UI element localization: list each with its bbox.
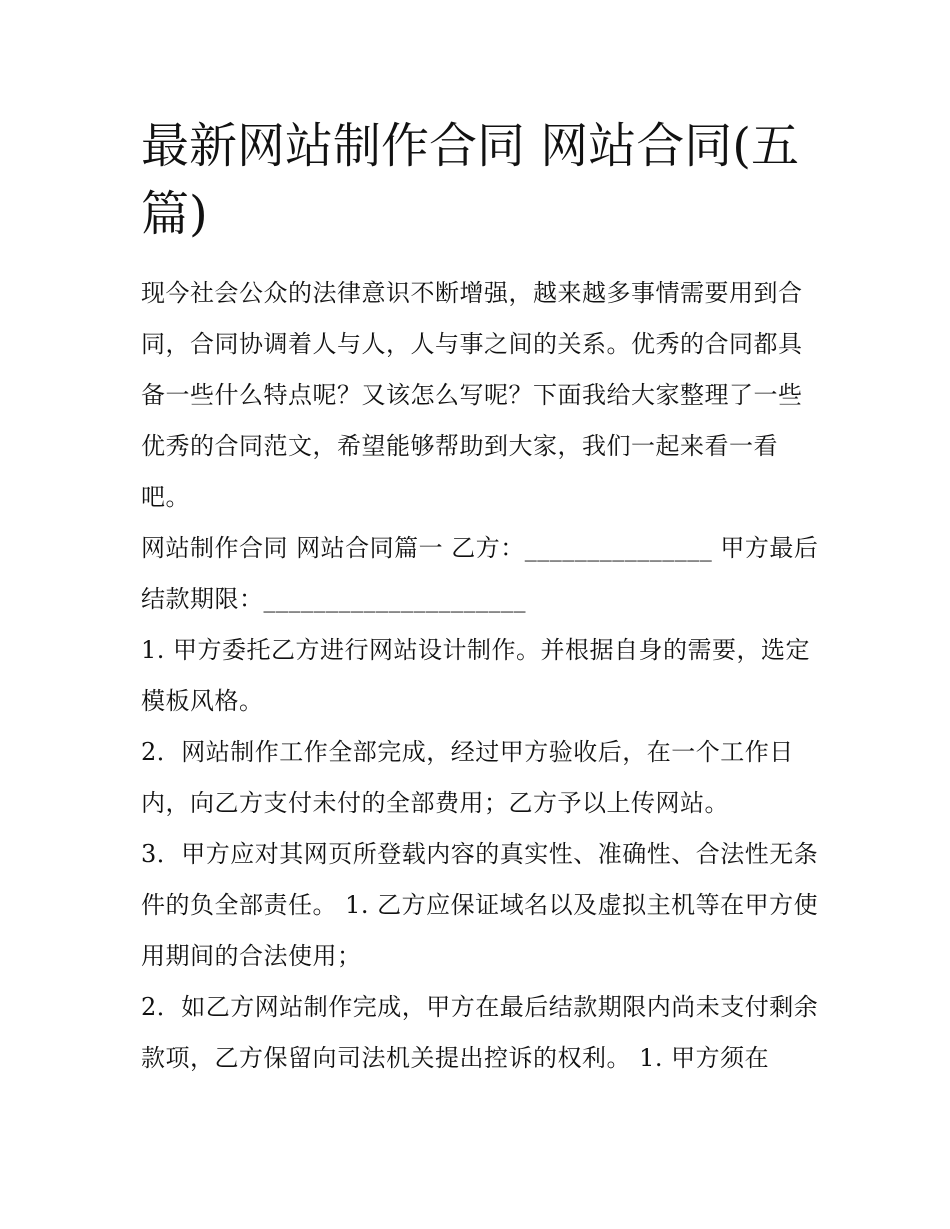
clause-paragraph: 2．如乙方网站制作完成，甲方在最后结款期限内尚未支付剩余款项，乙方保留向司法机关提出控诉的权利。 1. 甲方须在 — [141, 993, 819, 1072]
clause-paragraph: 2．网站制作工作全部完成，经过甲方验收后，在一个工作日内，向乙方支付未付的全部费用；乙方予以上传网站。 — [141, 738, 794, 817]
document-title: 最新网站制作合同 网站合同(五篇) — [141, 118, 799, 242]
intro-paragraph: 现今社会公众的法律意识不断增强，越来越多事情需要用到合同，合同协调着人与人，人与事之间的关系。优秀的合同都具备一些什么特点呢？又该怎么写呢？下面我给大家整理了一些优秀的合同范文，希望能够帮助到大家，我们一起来看一看吧。 — [141, 279, 803, 511]
clause-paragraph: 1. 甲方委托乙方进行网站设计制作。并根据自身的需要，选定模板风格。 — [141, 636, 811, 715]
contract-header-paragraph: 网站制作合同 网站合同篇一 乙方：_______________ 甲方最后结款期限：_____________________ — [141, 534, 819, 613]
clause-paragraph: 3．甲方应对其网页所登载内容的真实性、准确性、合法性无条件的负全部责任。 1. 乙方应保证域名以及虚拟主机等在甲方使用期间的合法使用； — [141, 840, 819, 970]
document-page — [141, 112, 821, 1084]
